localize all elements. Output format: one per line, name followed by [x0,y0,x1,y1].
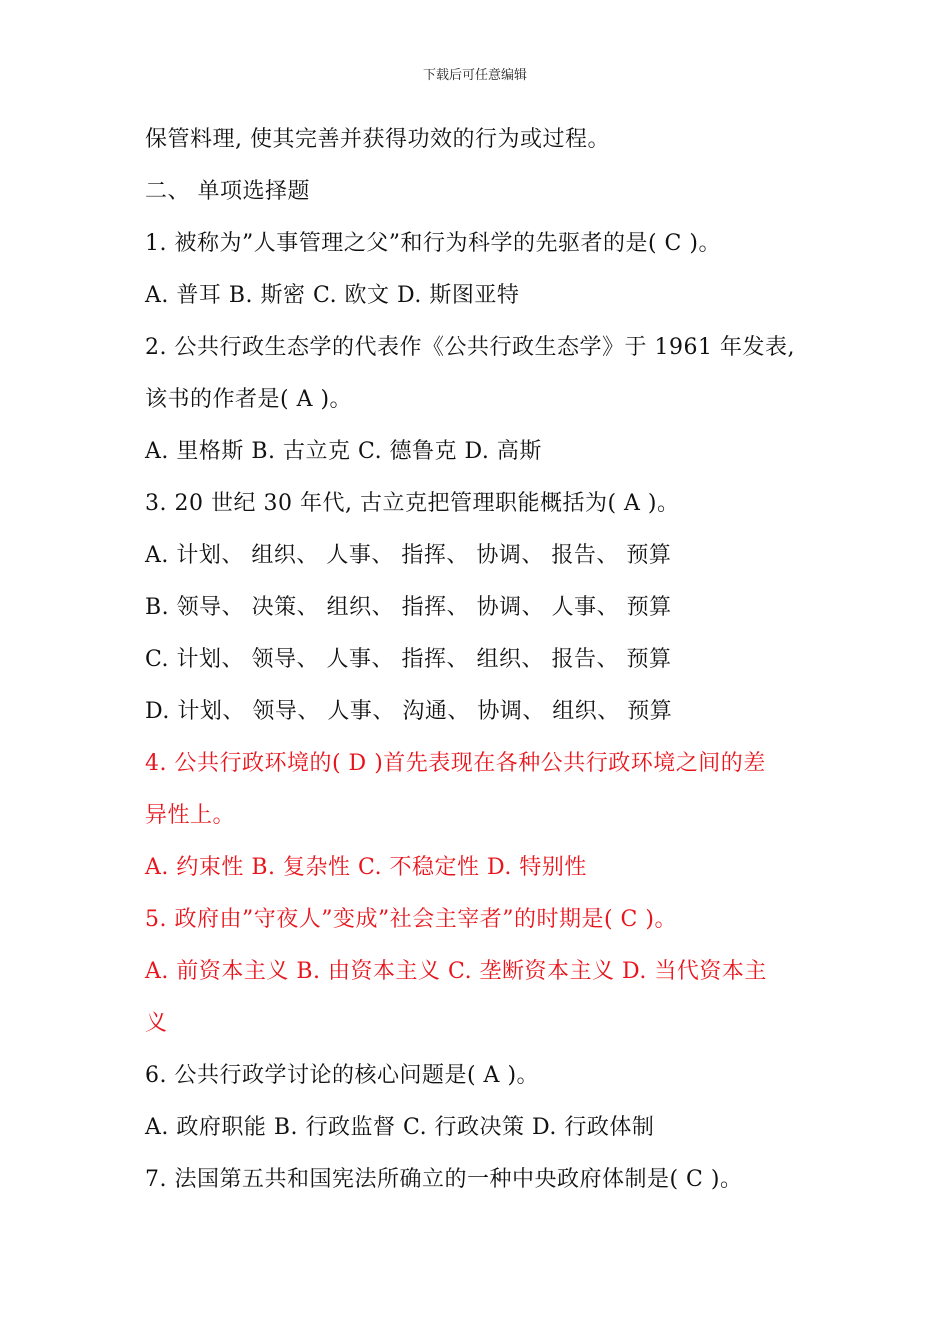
question-4-options: A. 约束性 B. 复杂性 C. 不稳定性 D. 特别性 [145,855,587,880]
question-3-option-a: A. 计划、 组织、 人事、 指挥、 协调、 报告、 预算 [145,543,672,568]
paragraph-continuation: 保管料理, 使其完善并获得功效的行为或过程。 [145,127,610,152]
document-body [145,114,815,1206]
question-1-options: A. 普耳 B. 斯密 C. 欧文 D. 斯图亚特 [145,283,520,308]
question-2: 2. 公共行政生态学的代表作《公共行政生态学》于 1961 年发表, [145,335,795,360]
question-6-options: A. 政府职能 B. 行政监督 C. 行政决策 D. 行政体制 [145,1115,655,1140]
question-1: 1. 被称为”人事管理之父”和行为科学的先驱者的是( C )。 [145,231,721,256]
question-4: 4. 公共行政环境的( D )首先表现在各种公共行政环境之间的差 [145,751,766,776]
question-3-option-c: C. 计划、 领导、 人事、 指挥、 组织、 报告、 预算 [145,647,672,672]
question-6: 6. 公共行政学讨论的核心问题是( A )。 [145,1063,540,1088]
question-7: 7. 法国第五共和国宪法所确立的一种中央政府体制是( C )。 [145,1167,743,1192]
question-3-option-b: B. 领导、 决策、 组织、 指挥、 协调、 人事、 预算 [145,595,672,620]
question-5: 5. 政府由”守夜人”变成”社会主宰者”的时期是( C )。 [145,907,677,932]
section-heading: 二、 单项选择题 [145,179,310,204]
page-header: 下载后可任意编辑 [422,68,527,83]
question-5-options: A. 前资本主义 B. 由资本主义 C. 垄断资本主义 D. 当代资本主 [145,959,767,984]
question-5-options-continued: 义 [145,1011,168,1036]
question-2-continued: 该书的作者是( A )。 [145,387,353,412]
question-3: 3. 20 世纪 30 年代, 古立克把管理职能概括为( A )。 [145,491,680,516]
question-4-continued: 异性上。 [145,803,236,828]
question-2-options: A. 里格斯 B. 古立克 C. 德鲁克 D. 高斯 [145,439,542,464]
question-3-option-d: D. 计划、 领导、 人事、 沟通、 协调、 组织、 预算 [145,699,673,724]
